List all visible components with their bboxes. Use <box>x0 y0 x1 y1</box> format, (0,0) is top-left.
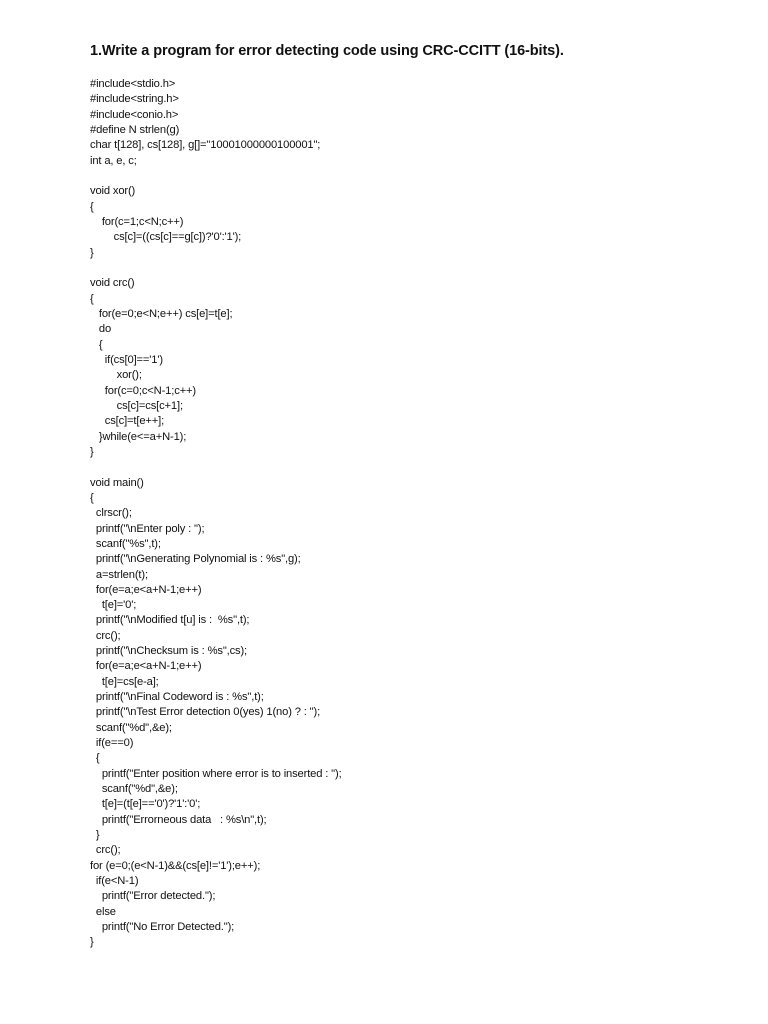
code-line: scanf("%s",t); <box>90 537 161 550</box>
code-line: { <box>90 491 94 504</box>
code-line: #include<stdio.h> <box>90 78 176 90</box>
code-line: void main() <box>90 476 144 489</box>
code-line: char t[128], cs[128], g[]="10001000000100001"; <box>90 139 321 152</box>
code-line: printf("Error detected."); <box>90 890 216 903</box>
code-line: void crc() <box>90 277 135 290</box>
code-line: printf("Enter position where error is to inserted : "); <box>90 767 342 780</box>
code-line: for(e=a;e<a+N-1;e++) <box>90 660 202 673</box>
code-line: printf("Errorneous data : %s\n",t); <box>90 813 267 826</box>
code-line: t[e]='0'; <box>90 599 137 612</box>
code-line <box>90 261 342 276</box>
code-line: } <box>90 936 94 949</box>
code-line: #include<string.h> <box>90 93 179 106</box>
code-line: scanf("%d",&e); <box>90 721 172 734</box>
code-line: printf("\nFinal Codeword is : %s",t); <box>90 691 264 704</box>
code-line: printf("\nTest Error detection 0(yes) 1(no) ? : "); <box>90 706 321 719</box>
code-line: { <box>90 292 94 305</box>
code-line: cs[c]=((cs[c]==g[c])?'0':'1'); <box>90 231 242 244</box>
code-line: } <box>90 829 100 842</box>
code-line: xor(); <box>90 369 142 382</box>
code-line: for(c=1;c<N;c++) <box>90 215 184 228</box>
code-line: for(e=0;e<N;e++) cs[e]=t[e]; <box>90 307 233 320</box>
code-line: if(e<N-1) <box>90 875 139 888</box>
code-line <box>90 460 342 475</box>
code-line: scanf("%d",&e); <box>90 783 178 796</box>
code-line: crc(); <box>90 629 121 642</box>
code-line: printf("\nModified t[u] is : %s",t); <box>90 614 250 627</box>
code-line: #define N strlen(g) <box>90 123 180 136</box>
code-line: cs[c]=cs[c+1]; <box>90 399 183 412</box>
code-line: { <box>90 752 100 765</box>
code-line: void xor() <box>90 185 136 198</box>
code-line: } <box>90 246 94 259</box>
code-line: t[e]=(t[e]=='0')?'1':'0'; <box>90 798 201 811</box>
code-line: a=strlen(t); <box>90 568 148 581</box>
code-line: crc(); <box>90 844 121 857</box>
code-line: do <box>90 323 112 336</box>
code-line: t[e]=cs[e-a]; <box>90 675 159 688</box>
code-line: if(e==0) <box>90 737 134 750</box>
code-line: printf("\nGenerating Polynomial is : %s",g); <box>90 553 301 566</box>
code-line: printf("\nEnter poly : "); <box>90 522 205 535</box>
code-line: int a, e, c; <box>90 154 137 167</box>
document-title: 1.Write a program for error detecting code using CRC-CCITT (16-bits). <box>90 43 564 59</box>
code-line: { <box>90 200 94 213</box>
code-line: for(c=0;c<N-1;c++) <box>90 384 196 397</box>
code-line: for (e=0;(e<N-1)&&(cs[e]!='1');e++); <box>90 859 261 872</box>
code-line <box>90 169 342 184</box>
code-line: #include<conio.h> <box>90 108 179 121</box>
code-line: clrscr(); <box>90 507 132 520</box>
code-line: for(e=a;e<a+N-1;e++) <box>90 583 202 596</box>
code-line: else <box>90 905 116 918</box>
code-line: if(cs[0]=='1') <box>90 353 163 366</box>
code-line: } <box>90 445 94 458</box>
code-line: cs[c]=t[e++]; <box>90 415 165 428</box>
code-listing <box>90 77 342 951</box>
code-line: { <box>90 338 103 351</box>
code-line: }while(e<=a+N-1); <box>90 430 187 443</box>
code-line: printf("No Error Detected."); <box>90 921 235 934</box>
code-line: printf("\nChecksum is : %s",cs); <box>90 645 248 658</box>
